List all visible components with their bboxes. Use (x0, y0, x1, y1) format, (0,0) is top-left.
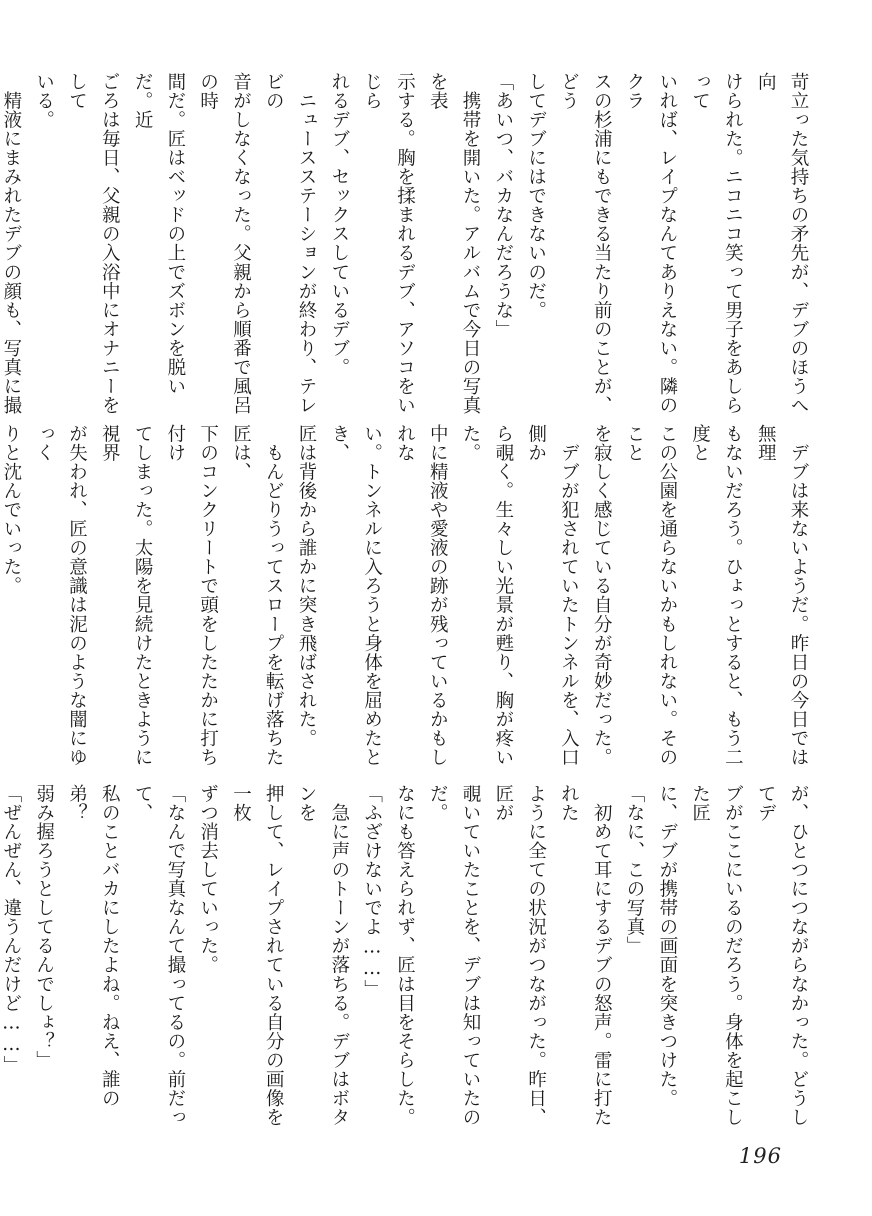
text-line: 急に声のトーンが落ちる。デブはボタンを (296, 784, 350, 1127)
text-line: ら覗く。生々しい光景が甦り、胸が疼いた。 (460, 424, 514, 767)
text-line: 音がしなくなった。父親から順番で風呂の時 (197, 72, 252, 415)
text-line: 中に精液や愛液の跡が残っているかもしれな (394, 424, 449, 767)
text-line: が、ひとつにつながらなかった。どうしてデ (755, 784, 809, 1127)
text-line: 「あいつ、バカなんだろうな」 (492, 72, 514, 339)
text-line: 下のコンクリートで頭をしたたかに打ち付け (164, 424, 219, 767)
text-line: れるデブ、セックスしているデブ。 (328, 72, 350, 377)
text-block-bottom (0, 784, 814, 1132)
page-number: 196 (738, 1144, 782, 1168)
text-line: ニュースステーションが終わり、テレビの (263, 72, 318, 415)
text-line: デブが犯されていたトンネルを、入口側か (525, 424, 580, 767)
text-line: もんどりうってスロープを転げ落ちた匠は、 (230, 424, 285, 767)
text-line: 私のことバカにしたよね。ねえ、誰の弟？ (66, 784, 121, 1108)
text-line: を寂しく感じている自分が奇妙だった。 (591, 424, 613, 767)
text-line: 「なんで写真なんて撮ってるの。前だって、 (132, 784, 186, 1127)
text-line: けられた。ニコニコ笑って男子をあしらって (689, 72, 744, 415)
text-line: 匠は背後から誰かに突き飛ばされた。 (296, 424, 318, 748)
text-line: 「ぜんぜん、違うんだけど……」 (0, 784, 22, 1075)
text-line: いる。 (33, 72, 55, 130)
text-line: してデブにはできないのだ。 (525, 72, 547, 320)
text-line: が失われ、匠の意識は泥のような闇にゆっく (33, 424, 88, 767)
text-line: 携帯を開いた。アルバムで今日の写真を表 (427, 72, 482, 415)
text-line: 「なに、この写真」 (624, 784, 646, 956)
text-line: てしまった。太陽を見続けたときように視界 (99, 424, 154, 767)
text-line: 「ふざけないでよ……」 (361, 784, 383, 999)
text-line: ごろは毎日、父親の入浴中にオナニーをして (66, 72, 121, 415)
text-line: この公園を通らないかもしれない。そのこと (624, 424, 678, 767)
text-line: 苛立った気持ちの矛先が、デブのほうへ向 (755, 72, 809, 415)
text-line: ブがここにいるのだろう。身体を起こした匠 (689, 784, 744, 1127)
text-line: 精液にまみれたデブの顔も、写真に撮 (0, 91, 22, 415)
text-block-middle (0, 424, 814, 774)
text-line: スの杉浦にもできる当たり前のことが、どう (558, 72, 613, 415)
text-line: ように全ての状況がつながった。昨日、匠が (492, 784, 547, 1127)
text-line: なにも答えられず、匠は目をそらした。 (394, 784, 416, 1127)
text-line: ずつ消去していった。 (197, 784, 219, 975)
text-line: 初めて耳にするデブの怒声。雷に打たれた (558, 784, 613, 1127)
text-line: デブは来ないようだ。昨日の今日では無理 (755, 424, 809, 767)
text-line: いれば、レイプなんてありえない。隣のクラ (624, 72, 678, 415)
text-block-top (0, 72, 814, 416)
text-line: りと沈んでいった。 (0, 424, 22, 596)
text-line: い。トンネルに入ろうと身体を屈めたとき、 (328, 424, 383, 767)
text-line: 覗いていたことを、デブは知っていたのだ。 (427, 784, 482, 1127)
text-line: 示する。胸を揉まれるデブ、アソコをいじら (361, 72, 416, 415)
text-line: 間だ。匠はベッドの上でズボンを脱いだ。近 (132, 72, 186, 396)
text-line: 弱み握ろうとしてるんでしょ？」 (33, 784, 55, 1070)
text-line: もないだろう。ひょっとすると、もう二度と (689, 424, 744, 767)
text-line: 押して、レイプされている自分の画像を一枚 (230, 784, 285, 1127)
text-line: に、デブが携帯の画面を突きつけた。 (656, 784, 678, 1108)
